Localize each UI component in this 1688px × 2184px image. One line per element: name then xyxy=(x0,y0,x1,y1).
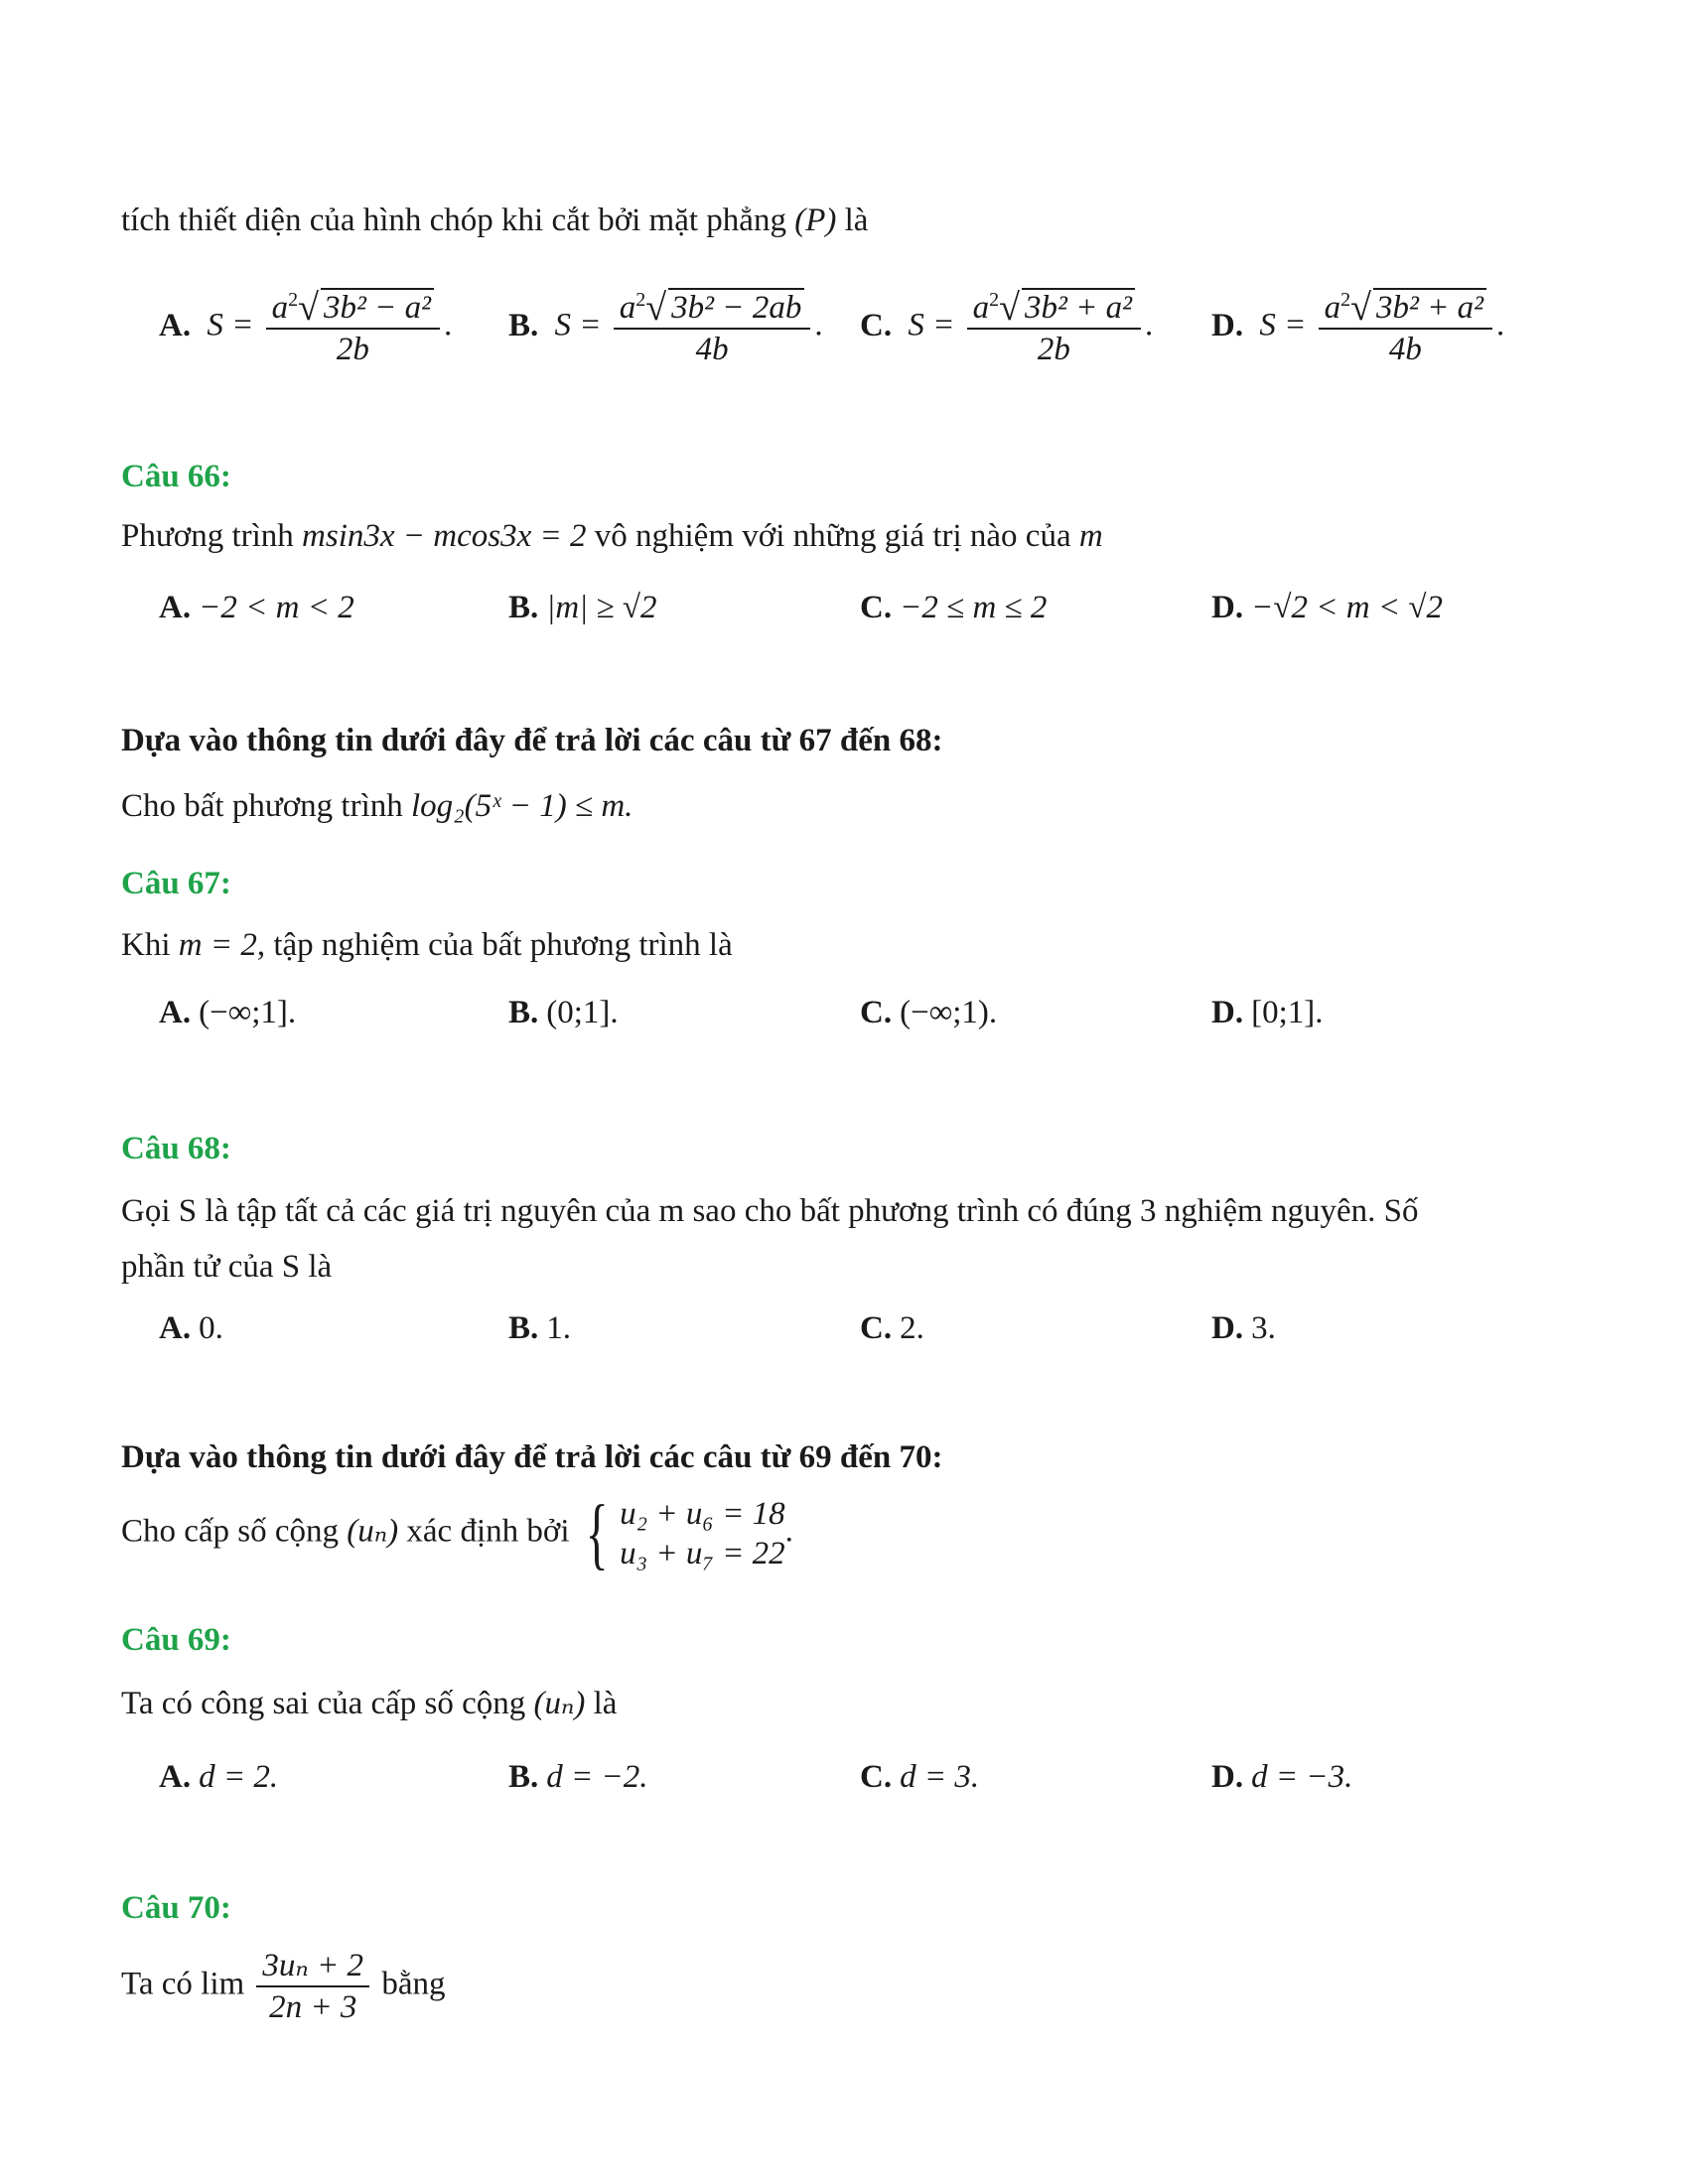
q67-option-d[interactable]: D. [0;1]. xyxy=(1211,995,1324,1030)
q65-intro-tail: là xyxy=(844,203,869,238)
q70-denominator: 2n + 3 xyxy=(269,1989,357,2025)
option-label: C. xyxy=(860,307,893,343)
q67-text-pre: Khi xyxy=(121,927,171,963)
q67-math: m = 2 xyxy=(178,927,257,963)
q65-intro-math: (P) xyxy=(794,203,837,238)
q68-option-a[interactable]: A. 0. xyxy=(159,1310,223,1346)
q65-intro xyxy=(121,201,868,240)
q68-line2: phần tử của S là xyxy=(121,1249,333,1285)
info2-text xyxy=(121,1490,793,1577)
q68-title: Câu 68: xyxy=(121,1131,231,1166)
q67-title: Câu 67: xyxy=(121,866,231,901)
system-brace-icon: { xyxy=(585,1490,609,1577)
q69-option-d[interactable]: D. d = −3. xyxy=(1211,1759,1353,1795)
info2-tail: . xyxy=(784,1513,793,1550)
info2-eq2: u₃ + u₇ = 22 xyxy=(620,1536,785,1571)
q70-numerator: 3uₙ + 2 xyxy=(256,1948,369,1987)
option-lhs: S = xyxy=(207,307,254,343)
info2-seq: (uₙ) xyxy=(347,1513,399,1550)
q66-equation: msin3x − mcos3x = 2 xyxy=(302,518,587,554)
q68-option-b[interactable]: B. 1. xyxy=(508,1310,572,1346)
q67-option-b[interactable]: B. (0;1]. xyxy=(508,995,619,1030)
option-lhs: S = xyxy=(908,307,955,343)
q66-var: m xyxy=(1078,518,1103,554)
q69-option-b[interactable]: B. d = −2. xyxy=(508,1759,648,1795)
info2-eq1: u₂ + u₆ = 18 xyxy=(620,1496,785,1532)
option-label: A. xyxy=(159,307,192,343)
q70-title: Câu 70: xyxy=(121,1890,231,1926)
info2-text-mid: xác định bởi xyxy=(406,1513,570,1550)
option-label: D. xyxy=(1211,307,1244,343)
q68-line1: Gọi S là tập tất cả các giá trị nguyên của m sao cho bất phương trình có đúng 3 nghiệm nguyên. Số xyxy=(121,1193,1419,1229)
q65-option-c[interactable]: C. S = $\frac{a^2√ 3b^2 + a^2}{2b}$ . xyxy=(860,287,1154,367)
q66-option-d[interactable]: D. −√2 < m < √2 xyxy=(1211,590,1443,625)
q67-prompt xyxy=(121,925,733,965)
q69-option-c[interactable]: C. d = 3. xyxy=(860,1759,980,1795)
q68-option-d[interactable]: D. 3. xyxy=(1211,1310,1276,1346)
q66-title: Câu 66: xyxy=(121,459,231,494)
option-lhs: S = xyxy=(1259,307,1307,343)
q65-option-b[interactable]: B. S = $\frac{a^2√ 3b^2 - 2ab}{4b}$ . xyxy=(508,287,823,367)
info1-math: log₂(5ˣ − 1) ≤ m. xyxy=(411,788,633,824)
info2-text-pre: Cho cấp số cộng xyxy=(121,1513,340,1550)
q69-prompt xyxy=(121,1684,617,1723)
q68-option-c[interactable]: C. 2. xyxy=(860,1310,924,1346)
q66-option-a[interactable]: A. −2 < m < 2 xyxy=(159,590,354,625)
q69-seq: (uₙ) xyxy=(533,1686,586,1721)
q65-option-d[interactable]: D. S = $\frac{a^2√ 3b^2 + a^2}{4b}$ . xyxy=(1211,287,1505,367)
q66-text-pre: Phương trình xyxy=(121,518,294,554)
q66-option-b[interactable]: B. |m| ≥ √2 xyxy=(508,590,657,625)
option-lhs: S = xyxy=(554,307,602,343)
q70-text-post: bằng xyxy=(381,1966,446,2002)
q66-prompt xyxy=(121,516,1103,556)
q65-option-a[interactable]: A. S = $\frac{a^2√ 3b^2 - a^2}{2b}$ . xyxy=(159,287,453,367)
q69-title: Câu 69: xyxy=(121,1622,231,1658)
q69-text-pre: Ta có công sai của cấp số cộng xyxy=(121,1686,526,1721)
info1-text xyxy=(121,786,633,826)
q67-text-post: , tập nghiệm của bất phương trình là xyxy=(256,927,733,963)
option-fraction: $\frac{a^2√ 3b^2 + a^2}{2b}$ xyxy=(967,288,1141,367)
info1-text-pre: Cho bất phương trình xyxy=(121,788,403,824)
q69-option-a[interactable]: A. d = 2. xyxy=(159,1759,279,1795)
info1-heading: Dựa vào thông tin dưới đây để trả lời các câu từ 67 đến 68: xyxy=(121,723,943,758)
option-fraction: $\frac{a^2√ 3b^2 - a^2}{2b}$ xyxy=(266,288,440,367)
q70-text-pre: Ta có lim xyxy=(121,1966,245,2002)
q69-text-post: là xyxy=(593,1686,618,1721)
info2-heading: Dựa vào thông tin dưới đây để trả lời các câu từ 69 đến 70: xyxy=(121,1439,943,1475)
q67-option-a[interactable]: A. (−∞;1]. xyxy=(159,995,297,1030)
q66-option-c[interactable]: C. −2 ≤ m ≤ 2 xyxy=(860,590,1048,625)
q67-option-c[interactable]: C. (−∞;1). xyxy=(860,995,998,1030)
option-fraction: $\frac{a^2√ 3b^2 + a^2}{4b}$ xyxy=(1319,288,1492,367)
info2-system xyxy=(620,1494,784,1573)
q70-fraction xyxy=(256,1948,369,2025)
q66-text-post: vô nghiệm với những giá trị nào của xyxy=(594,518,1071,554)
option-label: B. xyxy=(508,307,539,343)
option-fraction: $\frac{a^2√ 3b^2 - 2ab}{4b}$ xyxy=(614,288,811,367)
q70-prompt xyxy=(121,1948,445,2025)
q65-intro-text: tích thiết diện của hình chóp khi cắt bởi mặt phẳng xyxy=(121,203,786,238)
